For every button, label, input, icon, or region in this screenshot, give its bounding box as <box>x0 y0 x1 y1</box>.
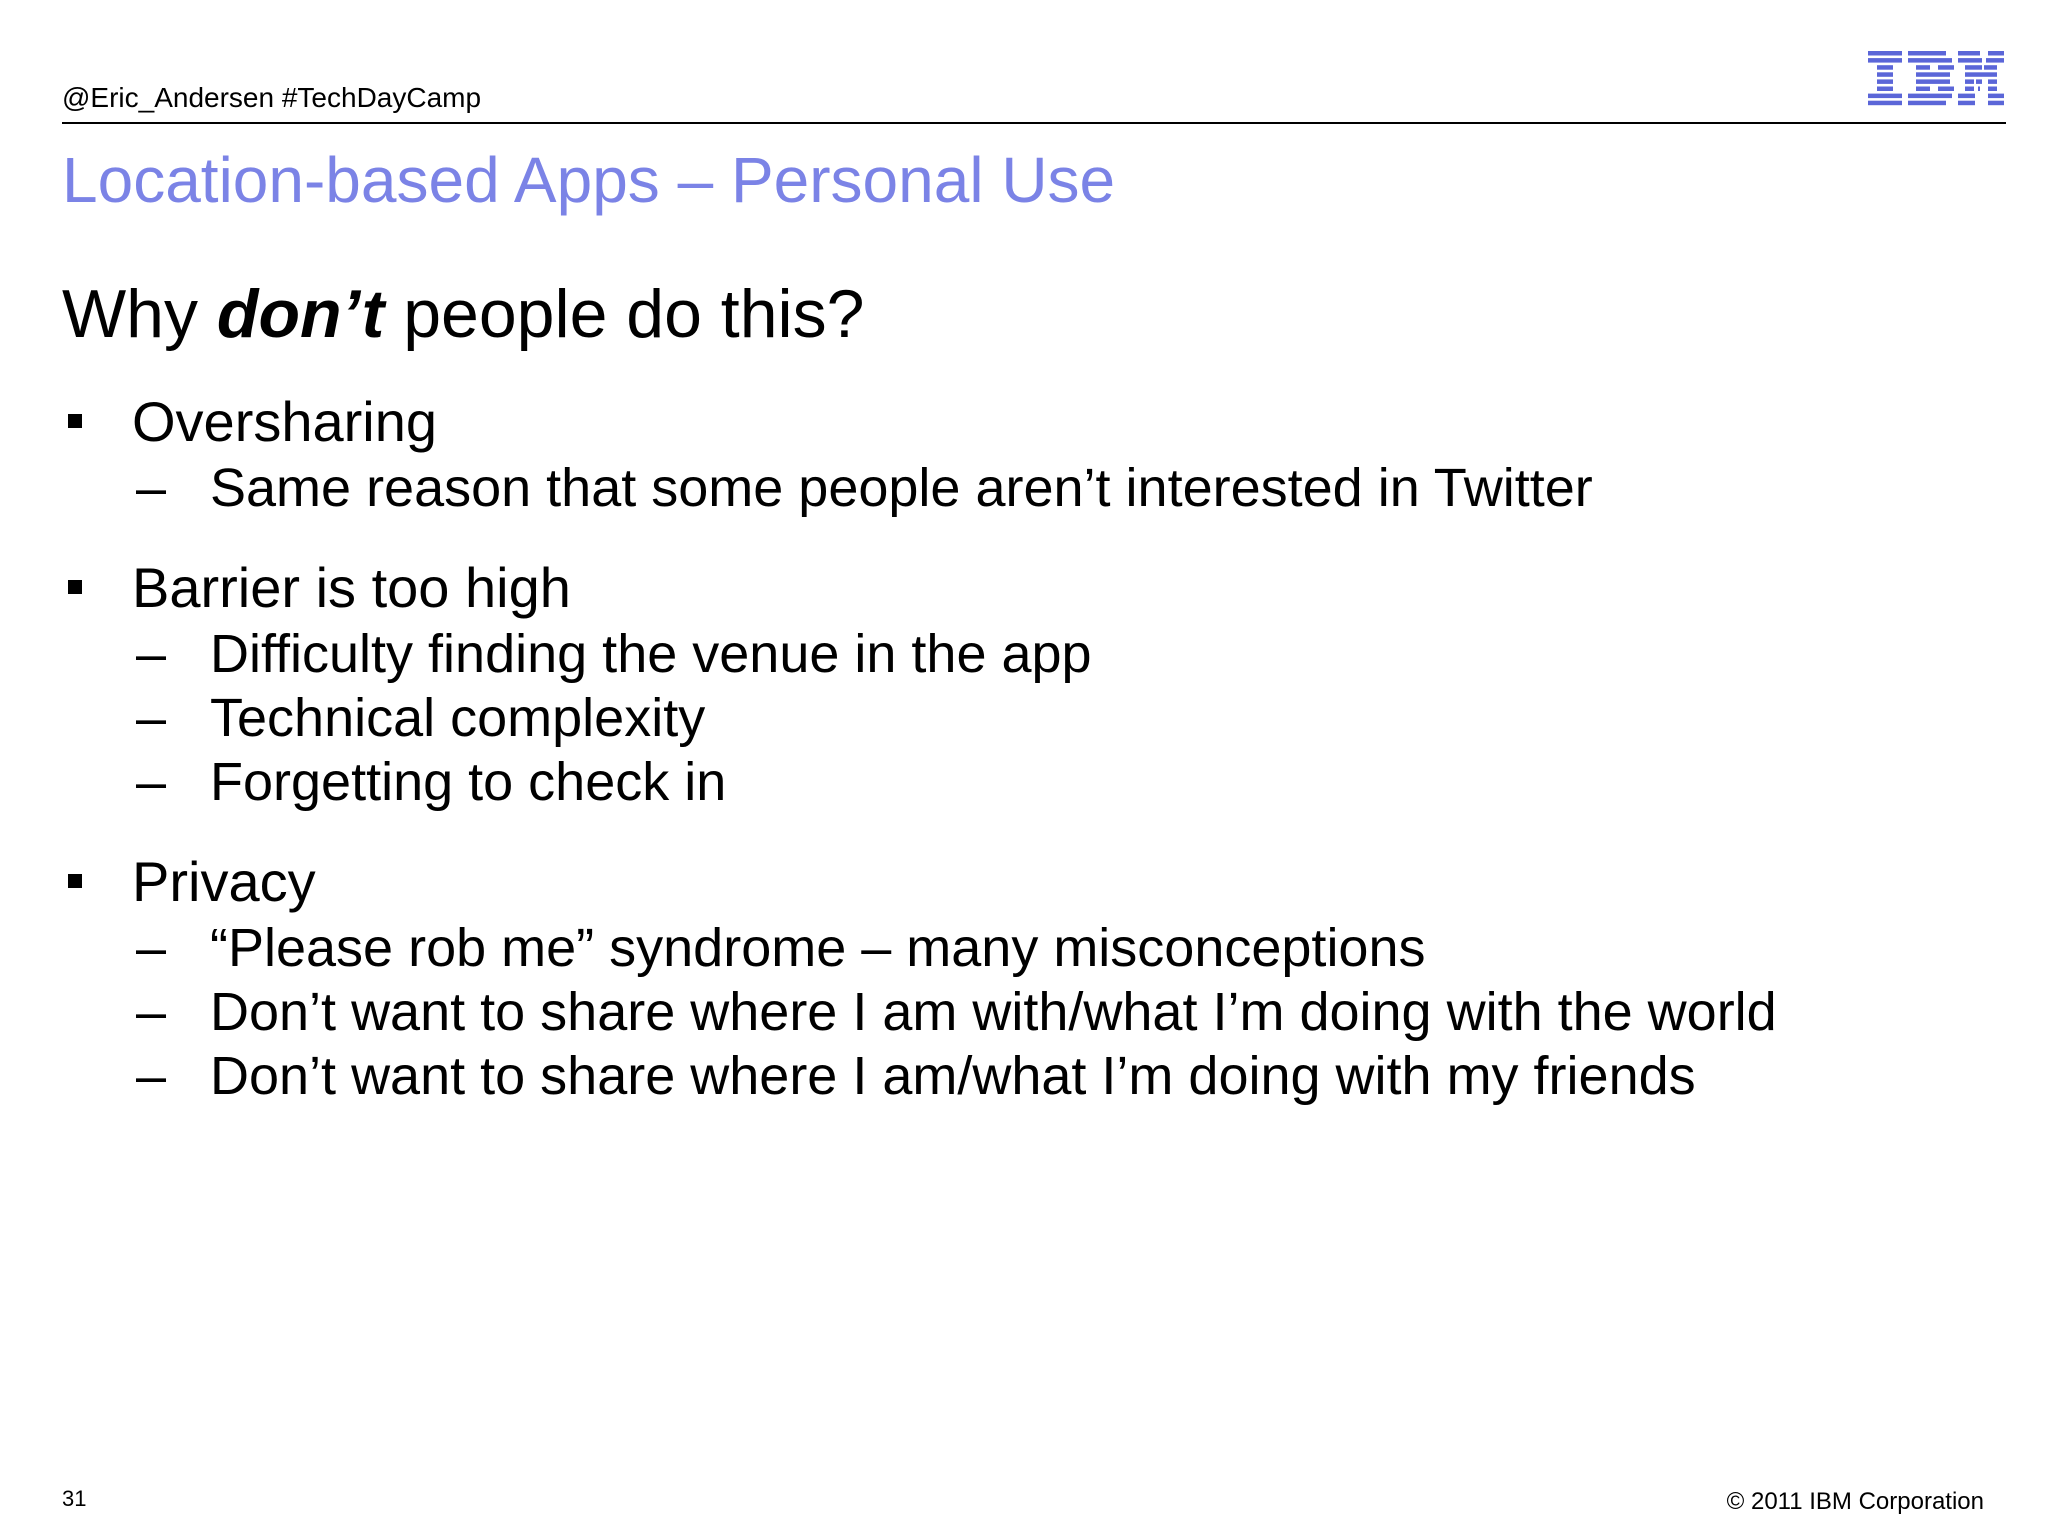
logo-stripe <box>1868 51 1902 56</box>
sub-item-text: Forgetting to check in <box>210 752 727 812</box>
sub-item-text: Technical complexity <box>210 688 706 748</box>
sub-item-text: Don’t want to share where I am with/what I’m doing with the world <box>210 982 1777 1042</box>
dash-marker: – <box>136 458 167 518</box>
logo-stripe <box>1868 58 1902 63</box>
sub-item-text: Difficulty finding the venue in the app <box>210 624 1092 684</box>
sub-item-text: Same reason that some people aren’t interested in Twitter <box>210 458 1593 518</box>
logo-stripe <box>1958 101 1975 106</box>
logo-stripe <box>1908 94 1952 99</box>
logo-stripe <box>1965 65 1982 70</box>
sub-item <box>62 622 2002 686</box>
logo-stripe <box>1916 79 1950 84</box>
dash-marker: – <box>136 918 167 978</box>
logo-stripe <box>1916 87 1930 92</box>
sub-item <box>62 686 2002 750</box>
question-after: people do this? <box>384 276 865 352</box>
logo-stripe <box>1916 65 1930 70</box>
logo-stripe <box>1938 87 1954 92</box>
bullet-item <box>62 388 2002 520</box>
logo-stripe <box>1908 101 1946 106</box>
sub-item <box>62 1044 2002 1108</box>
bullet-list <box>62 388 2002 1142</box>
dash-marker: – <box>136 688 167 748</box>
header-divider <box>62 122 2006 124</box>
dash-marker: – <box>136 982 167 1042</box>
bullet-item <box>62 848 2002 1108</box>
copyright-notice: © 2011 IBM Corporation <box>1726 1488 1984 1515</box>
logo-stripe <box>1868 94 1902 99</box>
sub-item <box>62 456 2002 520</box>
logo-stripe <box>1965 87 1974 92</box>
sub-list <box>62 916 2002 1108</box>
sub-item-text: “Please rob me” syndrome – many misconceptions <box>210 918 1426 978</box>
logo-stripe <box>1908 58 1952 63</box>
square-bullet-icon <box>68 414 82 428</box>
sub-item <box>62 750 2002 814</box>
logo-stripe <box>1984 65 1997 70</box>
dash-marker: – <box>136 1046 167 1106</box>
sub-list <box>62 622 2002 814</box>
logo-stripe <box>1988 51 2004 56</box>
logo-stripe <box>1988 79 1997 84</box>
logo-stripe <box>1988 101 2004 106</box>
logo-stripe <box>1958 51 1980 56</box>
logo-stripe <box>1958 94 1975 99</box>
dash-marker: – <box>136 624 167 684</box>
bullet-text: Barrier is too high <box>132 556 571 619</box>
bullet-text: Oversharing <box>132 390 438 453</box>
logo-stripe <box>1877 79 1893 84</box>
bullet-item <box>62 554 2002 814</box>
sub-item <box>62 980 2002 1044</box>
page-number: 31 <box>62 1486 87 1511</box>
sub-list <box>62 456 2002 520</box>
logo-stripe <box>1916 72 1950 77</box>
ibm-logo <box>1868 50 2004 106</box>
author-tag: @Eric_Andersen #TechDayCamp <box>62 82 482 113</box>
square-bullet-icon <box>68 580 82 594</box>
question-emphasis: don’t <box>216 276 385 352</box>
logo-stripe <box>1976 79 1982 84</box>
logo-stripe <box>1908 51 1946 56</box>
slide-title: Location-based Apps – Personal Use <box>62 144 1116 216</box>
logo-stripe <box>1988 94 2004 99</box>
logo-stripe <box>1877 87 1893 92</box>
logo-stripe <box>1877 65 1893 70</box>
logo-stripe <box>1958 58 1982 63</box>
dash-marker: – <box>136 752 167 812</box>
slide-question <box>62 272 864 356</box>
sub-item-text: Don’t want to share where I am/what I’m doing with my friends <box>210 1046 1696 1106</box>
logo-stripe <box>1988 87 1997 92</box>
square-bullet-icon <box>68 874 82 888</box>
logo-stripe <box>1938 65 1954 70</box>
logo-stripe <box>1868 101 1902 106</box>
logo-stripe <box>1877 72 1893 77</box>
logo-stripe <box>1986 58 2004 63</box>
logo-stripe <box>1965 72 1997 77</box>
logo-stripe <box>1978 87 1980 92</box>
sub-item <box>62 916 2002 980</box>
logo-stripe <box>1965 79 1974 84</box>
bullet-text: Privacy <box>132 850 316 913</box>
question-before: Why <box>62 276 217 352</box>
